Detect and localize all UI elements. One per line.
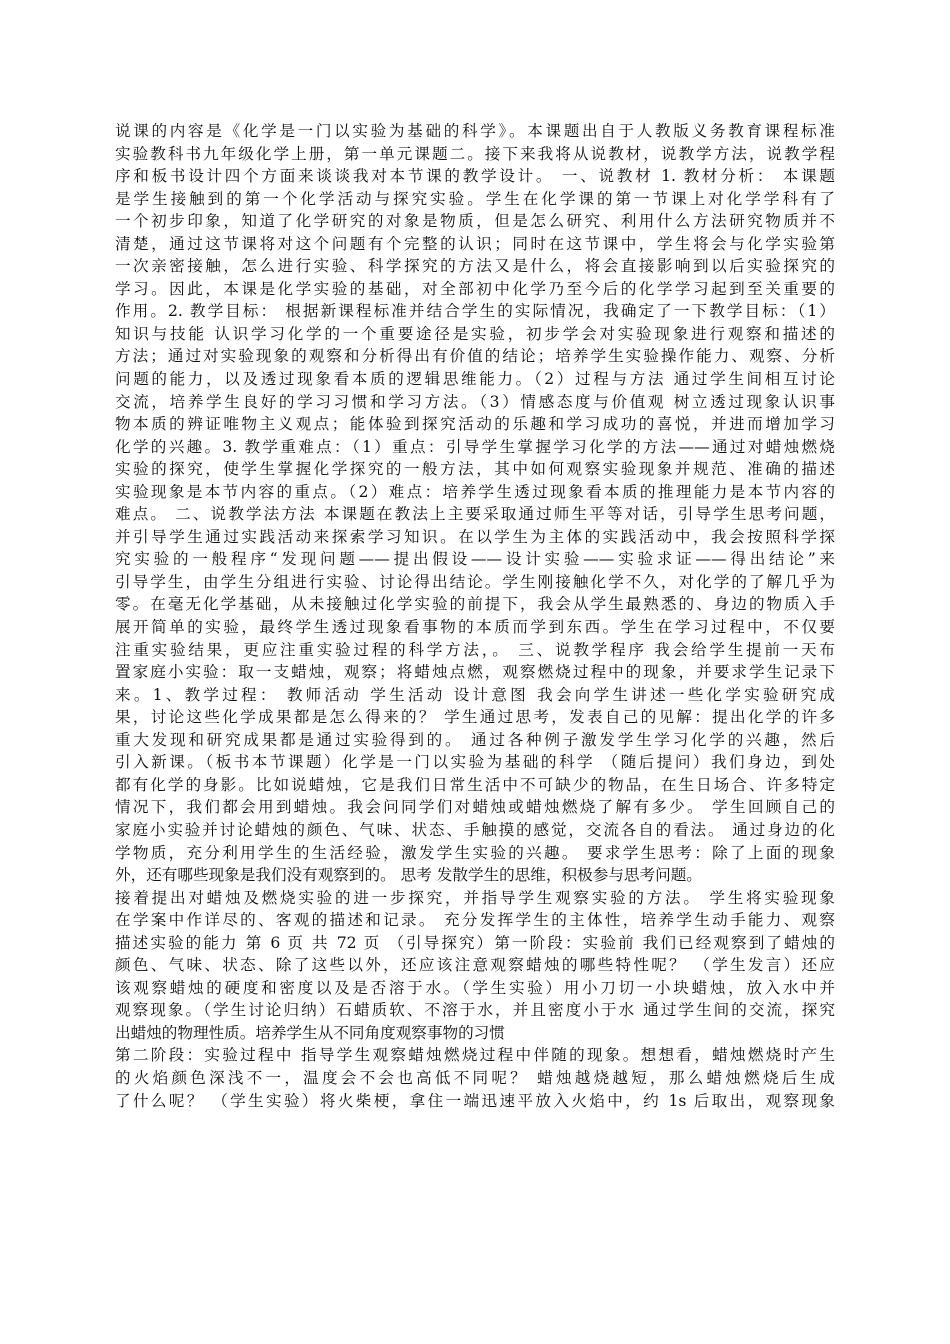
text-line: 引入新课。（板书本节课题）化学是一门以实验为基础的科学 （随后提问）我们身边，到处 — [115, 753, 835, 772]
text-line: 展开简单的实验，最终学生透过现象看事物的本质而学到东西。学生在学习过程中，不仅要 — [115, 618, 835, 637]
text-line: 并引导学生通过实践活动来探索学习知识。在以学生为主体的实践活动中，我会按照科学探 — [115, 527, 835, 546]
text-line: 化学的兴趣。3. 教学重难点：（1）重点：引导学生掌握学习化学的方法——通过对蜡烛燃烧 — [115, 437, 835, 456]
text-line: 究实验的一般程序“发现问题——提出假设——设计实验——实验求证——得出结论”来 — [115, 550, 835, 569]
text-line: 问题的能力，以及透过现象看本质的逻辑思维能力。（2）过程与方法 通过学生间相互讨论 — [115, 370, 835, 389]
text-line: 作用。2. 教学目标： 根据新课程标准并结合学生的实际情况，我确定了一下教学目标：（1） — [115, 302, 835, 321]
text-line: 难点。 二、说教学法方法 本课题在教法上主要采取通过师生平等对话，引导学生思考问题， — [115, 505, 835, 524]
text-line: 引导学生，由学生分组进行实验、讨论得出结论。学生刚接触化学不久，对化学的了解几乎为 — [115, 572, 835, 591]
text-line: 实验的探究，使学生掌握化学探究的一般方法，其中如何观察实验现象并规范、准确的描述 — [115, 460, 835, 479]
text-line: 物本质的辨证唯物主义观点；能体验到探究活动的乐趣和学习成功的喜悦，并进而增加学习 — [115, 415, 835, 434]
text-line: 一个初步印象，知道了化学研究的对象是物质，但是怎么研究、利用什么方法研究物质并不 — [115, 212, 835, 231]
document-page — [115, 120, 835, 1112]
text-line: 的火焰颜色深浅不一，温度会不会也高低不同呢？ 蜡烛越烧越短，那么蜡烛燃烧后生成 — [115, 1068, 835, 1087]
text-line: 交流，培养学生良好的学习习惯和学习方法。（3）情感态度与价值观 树立透过现象认识事 — [115, 392, 835, 411]
text-line: 实验现象是本节内容的重点。（2）难点：培养学生透过现象看本质的推理能力是本节内容的 — [115, 482, 835, 501]
text-line: 来。1、教学过程： 教师活动 学生活动 设计意图 我会向学生讲述一些化学实验研究成 — [115, 685, 835, 704]
text-line: 描述实验的能力 第 6 页 共 72 页 （引导探究）第一阶段：实验前 我们已经观察到了蜡烛的 — [115, 933, 835, 952]
text-line: 零。在毫无化学基础，从未接触过化学实验的前提下，我会从学生最熟悉的、身边的物质入手 — [115, 595, 835, 614]
text-line: 在学案中作详尽的、客观的描述和记录。 充分发挥学生的主体性，培养学生动手能力、观察 — [115, 911, 835, 930]
text-line: 一次亲密接触，怎么进行实验、科学探究的方法又是什么，将会直接影响到以后实验探究的 — [115, 257, 835, 276]
text-line: 果，讨论这些化学成果都是怎么得来的？ 学生通过思考，发表自己的见解：提出化学的许多 — [115, 708, 835, 727]
text-line: 学物质，充分利用学生的生活经验，激发学生实验的兴趣。 要求学生思考：除了上面的现象 — [115, 843, 835, 862]
text-line: 置家庭小实验：取一支蜡烛，观察；将蜡烛点燃，观察燃烧过程中的现象，并要求学生记录下 — [115, 663, 835, 682]
text-line: 清楚，通过这节课将对这个问题有个完整的认识；同时在这节课中，学生将会与化学实验第 — [115, 234, 835, 253]
text-line: 该观察蜡烛的硬度和密度以及是否溶于水。（学生实验）用小刀切一小块蜡烛，放入水中并 — [115, 978, 835, 997]
text-line: 第二阶段：实验过程中 指导学生观察蜡烛燃烧过程中伴随的现象。想想看，蜡烛燃烧时产生 — [115, 1046, 835, 1065]
text-line: 说课的内容是《化学是一门以实验为基础的科学》。本课题出自于人教版义务教育课程标准 — [115, 122, 835, 140]
text-line: 是学生接触到的第一个化学活动与探究实验。学生在化学课的第一节课上对化学学科有了 — [115, 189, 835, 208]
text-line: 了什么呢？ （学生实验）将火柴梗，拿住一端迅速平放入火焰中，约 1s 后取出，观察现象 — [115, 1091, 835, 1110]
text-line: 重大发现和研究成果都是通过实验得到的。 通过各种例子激发学生学习化学的兴趣，然后 — [115, 730, 835, 749]
text-line: 外，还有哪些现象是我们没有观察到的。 思考 发散学生的思维，积极参与思考问题。 — [115, 866, 702, 885]
text-line: 注重实验结果，更应注重实验过程的科学方法，。 三、说教学程序 我会给学生提前一天布 — [115, 640, 835, 659]
text-line: 颜色、气味、状态、除了这些以外，还应该注意观察蜡烛的哪些特性呢？ （学生发言）还应 — [115, 956, 835, 975]
text-line: 方法；通过对实验现象的观察和分析得出有价值的结论；培养学生实验操作能力、观察、分析 — [115, 347, 835, 366]
text-line: 实验教科书九年级化学上册，第一单元课题二。接下来我将从说教材，说教学方法，说教学程 — [115, 144, 835, 163]
text-line: 接着提出对蜡烛及燃烧实验的进一步探究，并指导学生观察实验的方法。 学生将实验现象 — [115, 888, 835, 907]
text-line: 知识与技能 认识学习化学的一个重要途径是实验，初步学会对实验现象进行观察和描述的 — [115, 324, 835, 343]
text-line: 序和板书设计四个方面来谈谈我对本节课的教学设计。 一、说教材 1. 教材分析： 本课题 — [115, 167, 835, 186]
text-line: 家庭小实验并讨论蜡烛的颜色、气味、状态、手触摸的感觉，交流各自的看法。 通过身边的化 — [115, 820, 835, 839]
text-line: 学习。因此，本课是化学实验的基础，对全部初中化学乃至今后的化学学习起到至关重要的 — [115, 279, 835, 298]
text-line: 都有化学的身影。比如说蜡烛，它是我们日常生活中不可缺少的物品，在生日场合、许多特定 — [115, 775, 835, 794]
text-line: 情况下，我们都会用到蜡烛。我会问同学们对蜡烛或蜡烛燃烧了解有多少。 学生回顾自己的 — [115, 798, 835, 817]
text-line: 观察现象。（学生讨论归纳）石蜡质软、不溶于水，并且密度小于水 通过学生间的交流，探究 — [115, 1001, 835, 1020]
text-line: 出蜡烛的物理性质。培养学生从不同角度观察事物的习惯 — [115, 1023, 505, 1042]
